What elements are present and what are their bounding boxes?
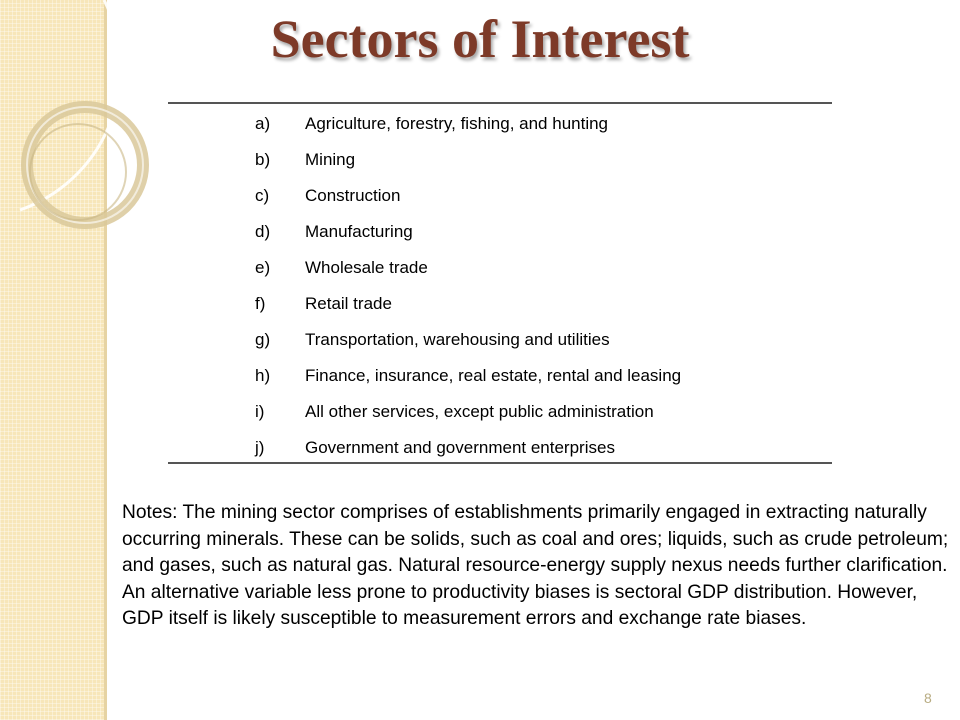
sector-label: Wholesale trade [305,258,428,277]
sector-label: Retail trade [305,294,392,313]
sector-label: Finance, insurance, real estate, rental and leasing [305,366,682,385]
sector-letter: i) [255,402,265,421]
sector-item [255,178,681,214]
sector-item [255,394,681,430]
page-number: 8 [924,690,932,706]
table-bottom-rule [168,462,832,464]
sector-label: Government and government enterprises [305,438,615,457]
sector-label: Construction [305,186,401,205]
sector-item [255,106,681,142]
sector-label: Manufacturing [305,222,413,241]
sector-letter: j) [255,438,265,457]
notes-paragraph: Notes: The mining sector comprises of establishments primarily engaged in extracting naturally occurring minerals. These can be solids, such as coal and ores; liquids, such as crude petroleum; and gases, such as natural gas. Natural resource-energy supply nexus needs further clarification. An alternative variable less prone to productivity biases is sectoral GDP distribution. However, GDP itself is likely susceptible to measurement errors and exchange rate biases. [122,502,949,630]
slide-title: Sectors of Interest [270,9,690,69]
sector-item [255,214,681,250]
sector-label: Transportation, warehousing and utilities [305,330,610,349]
sector-item [255,250,681,286]
sector-item [255,430,681,466]
sector-item [255,322,681,358]
sector-item [255,286,681,322]
sector-letter: e) [255,258,271,277]
sector-letter: c) [255,186,270,205]
sector-letter: a) [255,114,271,133]
sector-item [255,358,681,394]
sector-label: All other services, except public administration [305,402,654,421]
sector-letter: f) [255,294,266,313]
sector-label: Mining [305,150,356,169]
sector-label: Agriculture, forestry, fishing, and hunting [305,114,609,133]
sector-letter: g) [255,330,271,349]
sector-letter: b) [255,150,271,169]
sector-letter: d) [255,222,271,241]
sector-letter: h) [255,366,271,385]
sector-item [255,142,681,178]
sector-list [255,106,681,466]
table-top-rule [168,102,832,104]
